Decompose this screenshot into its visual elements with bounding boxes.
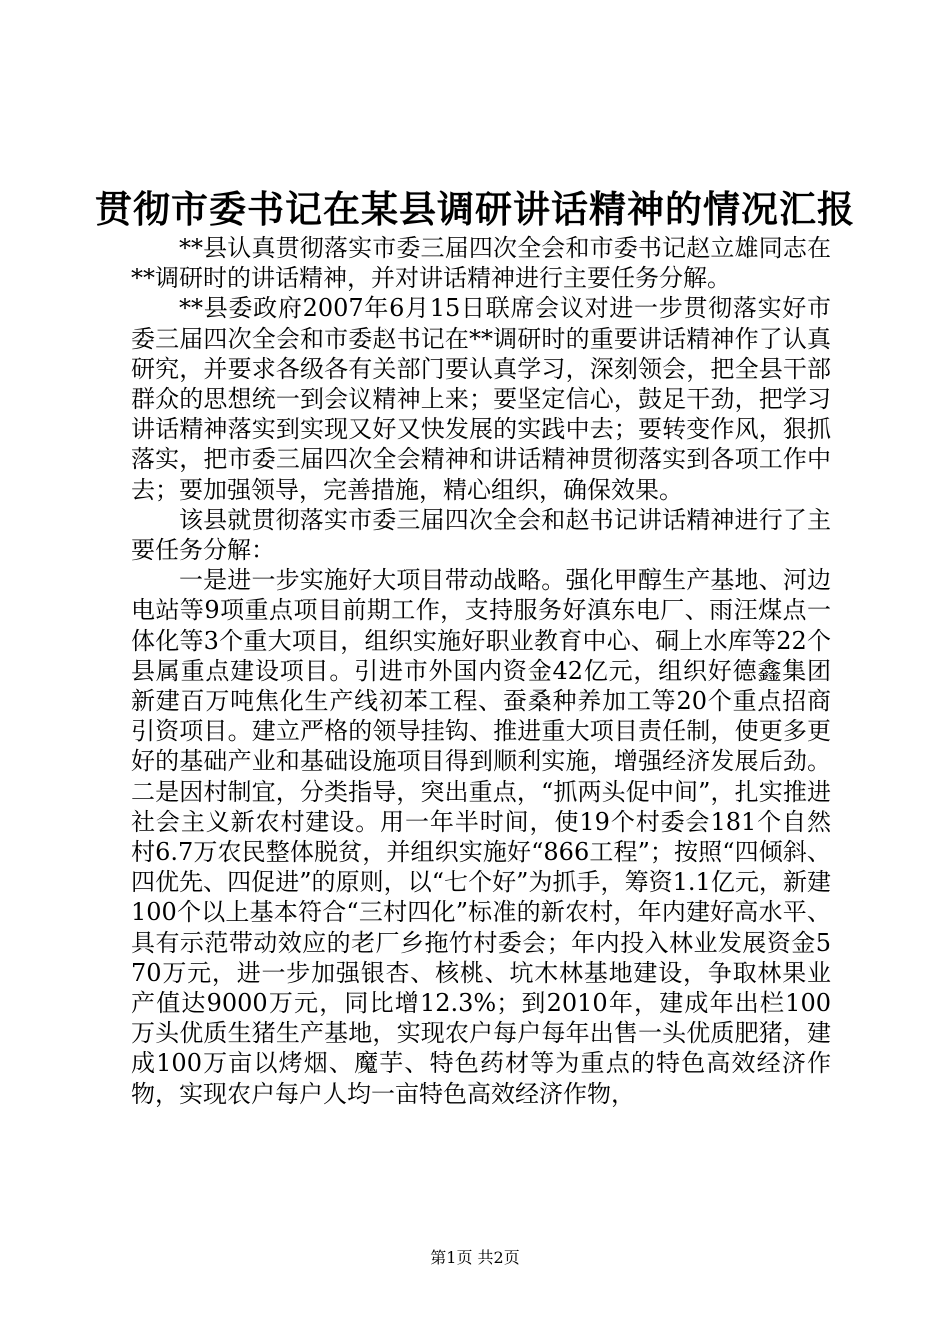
document-body <box>131 233 831 1109</box>
paragraph: **县委政府2007年6月15日联席会议对进一步贯彻落实好市委三届四次全会和市委赵书记在**调研时的重要讲话精神作了认真研究，并要求各级各有关部门要认真学习，深刻领会，把全县干部群众的思想统一到会议精神上来；要坚定信心，鼓足干劲，把学习讲话精神落实到实现又好又快发展的实践中去；要转变作风，狠抓落实，把市委三届四次全会精神和讲话精神贯彻落实到各项工作中去；要加强领导，完善措施，精心组织，确保效果。 <box>131 294 831 504</box>
page-footer: 第1页 共2页 <box>430 1248 520 1267</box>
paragraph: **县认真贯彻落实市委三届四次全会和市委书记赵立雄同志在**调研时的讲话精神，并对讲话精神进行主要任务分解。 <box>131 234 831 293</box>
paragraph: 一是进一步实施好大项目带动战略。强化甲醇生产基地、河边电站等9项重点项目前期工作，支持服务好滇东电厂、雨汪煤点一体化等3个重大项目，组织实施好职业教育中心、硐上水库等22个县属重点建设项目。引进市外国内资金42亿元，组织好德鑫集团新建百万吨焦化生产线初苯工程、蚕桑种养加工等20个重点招商引资项目。建立严格的领导挂钩、推进重大项目责任制，使更多更好的基础产业和基础设施项目得到顺利实施，增强经济发展后劲。二是因村制宜，分类指导，突出重点，“抓两头促中间”，扎实推进社会主义新农村建设。用一年半时间，使19个村委会181个自然村6.7万农民整体脱贫，并组织实施好“866工程”；按照“四倾斜、四优先、四促进”的原则，以“七个好”为抓手，筹资1.1亿元，新建100个以上基本符合“三村四化”标准的新农村，年内建好高水平、具有示范带动效应的老厂乡拖竹村委会；年内投入林业发展资金570万元，进一步加强银杏、核桃、坑木林基地建设，争取林果业产值达9000万元，同比增12.3%；到2010年，建成年出栏100万头优质生猪生产基地，实现农户每户每年出售一头优质肥猪，建成100万亩以烤烟、魔芋、特色药材等为重点的特色高效经济作物，实现农户每户人均一亩特色高效经济作物， <box>131 566 831 1108</box>
document-title: 贯彻市委书记在某县调研讲话精神的情况汇报 <box>95 187 855 231</box>
paragraph: 该县就贯彻落实市委三届四次全会和赵书记讲话精神进行了主要任务分解： <box>131 505 831 565</box>
